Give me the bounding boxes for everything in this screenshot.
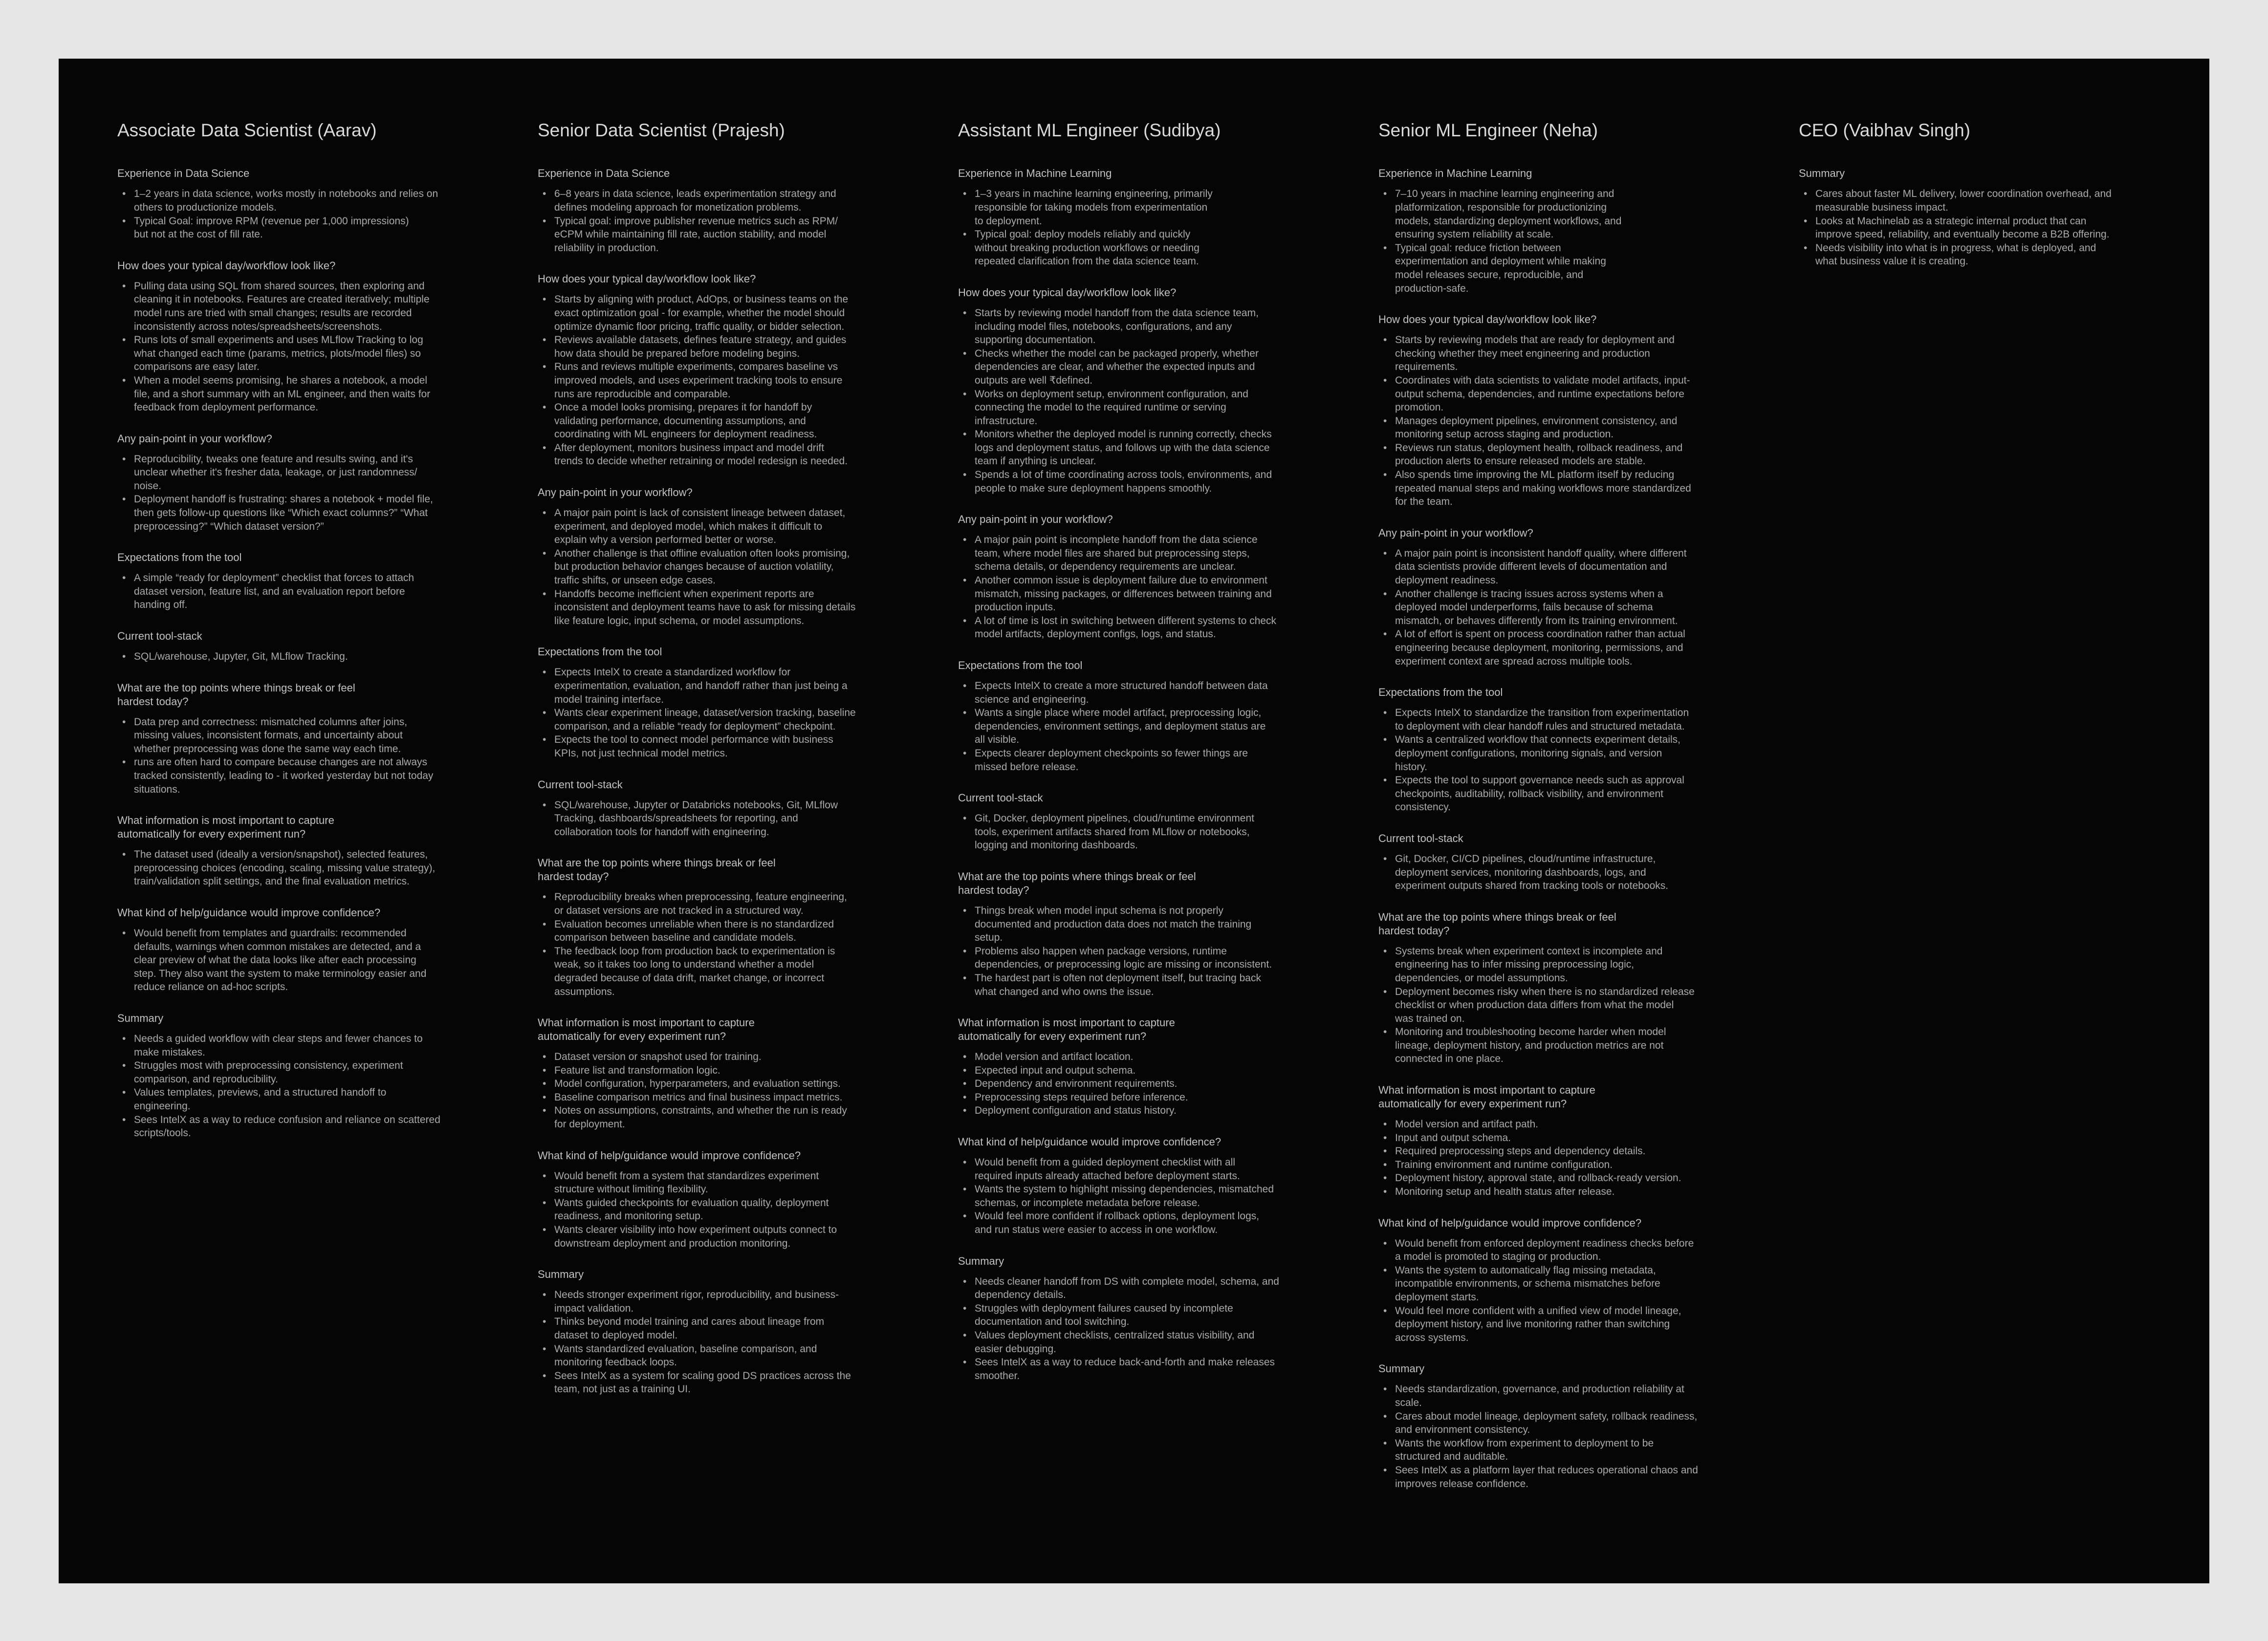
list-item: • Sees IntelX as a way to reduce confusion and reliance on scattered scripts/tools.: [134, 1113, 489, 1140]
list-item: • Wants guided checkpoints for evaluation quality, deployment readiness, and monitoring setup.: [554, 1196, 909, 1223]
list-item: • Another challenge is tracing issues across systems when a deployed model underperforms, fails because of schema mismatch, or behaves differently from its training environment.: [1395, 587, 1750, 628]
list-item: • Pulling data using SQL from shared sources, then exploring and cleaning it in notebooks. Features are created iteratively; multiple model runs are tried with small changes; results are recorded inconsistently across notes/spreadsheets/screenshots.: [134, 280, 489, 333]
section-heading: Current tool-stack: [117, 630, 202, 643]
persona-section: [117, 906, 489, 994]
section-list: [117, 650, 489, 664]
list-item: • Reviews run status, deployment health, rollback readiness, and production alerts to ensure released models are stable.: [1395, 441, 1750, 468]
section-list: [538, 890, 909, 998]
list-item: • Reproducibility, tweaks one feature and results swing, and it's unclear whether it's fresher data, leakage, or just randomness/ noise.: [134, 453, 489, 493]
section-heading: Experience in Data Science: [117, 167, 250, 180]
list-item: • Wants standardized evaluation, baseline comparison, and monitoring feedback loops.: [554, 1342, 909, 1369]
list-item: • Struggles most with preprocessing consistency, experiment comparison, and reproducibility.: [134, 1059, 489, 1086]
section-list: [958, 1050, 1330, 1118]
list-item: • Git, Docker, CI/CD pipelines, cloud/runtime infrastructure, deployment services, monitoring dashboards, logs, and experiment outputs shared from tracking tools or notebooks.: [1395, 852, 1750, 893]
list-item: • Runs and reviews multiple experiments, compares baseline vs improved models, and uses experiment tracking tools to ensure runs are reproducible and comparable.: [554, 360, 909, 401]
section-heading: What kind of help/guidance would improve confidence?: [538, 1149, 801, 1162]
list-item: • Cares about faster ML delivery, lower coordination overhead, and measurable business impact.: [1815, 187, 2170, 214]
section-list: [117, 280, 489, 414]
list-item: • Wants the system to highlight missing dependencies, mismatched schemas, or incomplete metadata before release.: [975, 1183, 1330, 1209]
section-list: [117, 848, 489, 888]
list-item: • Needs visibility into what is in progress, what is deployed, and what business value it is creating.: [1815, 241, 2170, 268]
persona-section: [538, 167, 909, 255]
section-list: [117, 1032, 489, 1140]
section-list: [958, 1156, 1330, 1237]
persona-section: [1378, 832, 1750, 893]
list-item: • Would benefit from a system that standardizes experiment structure without limiting flexibility.: [554, 1169, 909, 1196]
list-item: • Dependency and environment requirements.: [975, 1077, 1330, 1091]
section-heading: Any pain-point in your workflow?: [1378, 526, 1533, 539]
section-heading: What information is most important to capture automatically for every experiment run?: [958, 1016, 1175, 1043]
section-list: [1378, 1237, 1750, 1345]
persona-section: [958, 286, 1330, 495]
section-heading: Expectations from the tool: [117, 551, 242, 564]
section-heading: Current tool-stack: [1378, 832, 1463, 844]
persona-section: [117, 551, 489, 612]
list-item: • A lot of effort is spent on process coordination rather than actual engineering because deployment, monitoring, permissions, and experiment context are spread across multiple tools.: [1395, 627, 1750, 668]
section-list: [538, 799, 909, 839]
list-item: • Needs a guided workflow with clear steps and fewer chances to make mistakes.: [134, 1032, 489, 1059]
list-item: • Sees IntelX as a way to reduce back-and-forth and make releases smoother.: [975, 1356, 1330, 1382]
list-item: • Notes on assumptions, constraints, and whether the run is ready for deployment.: [554, 1104, 909, 1131]
section-heading: What information is most important to capture automatically for every experiment run?: [538, 1016, 755, 1043]
section-heading: Any pain-point in your workflow?: [958, 513, 1113, 526]
section-list: [958, 904, 1330, 998]
list-item: • Expects IntelX to create a more structured handoff between data science and engineering.: [975, 679, 1330, 706]
list-item: • runs are often hard to compare because changes are not always tracked consistently, leading to - it worked yesterday but not today situations.: [134, 756, 489, 796]
section-list: [117, 571, 489, 612]
section-list: [538, 1050, 909, 1131]
section-heading: How does your typical day/workflow look like?: [1378, 313, 1597, 326]
list-item: • Evaluation becomes unreliable when there is no standardized comparison between baseline and candidate models.: [554, 918, 909, 945]
list-item: • Wants clear experiment lineage, dataset/version tracking, baseline comparison, and a reliable “ready for deployment” checkpoint.: [554, 706, 909, 733]
list-item: • 1–3 years in machine learning engineering, primarily responsible for taking models from experimentation to deployment.: [975, 187, 1330, 228]
persona-section: [117, 1012, 489, 1140]
list-item: • Monitors whether the deployed model is running correctly, checks logs and deployment status, and follows up with the data science team if anything is unclear.: [975, 428, 1330, 468]
list-item: • The hardest part is often not deployment itself, but tracing back what changed and who owns the issue.: [975, 972, 1330, 998]
section-list: [1378, 1382, 1750, 1490]
list-item: • Typical Goal: improve RPM (revenue per 1,000 impressions) but not at the cost of fill rate.: [134, 215, 489, 241]
section-heading: Summary: [538, 1268, 584, 1281]
section-heading: Experience in Machine Learning: [1378, 167, 1532, 180]
list-item: • Monitoring and troubleshooting become harder when model lineage, deployment history, and production metrics are not connected in one place.: [1395, 1025, 1750, 1066]
section-list: [117, 187, 489, 241]
persona-section: [1378, 1362, 1750, 1490]
persona-section: [958, 1254, 1330, 1383]
section-list: [1378, 852, 1750, 893]
list-item: • Expects clearer deployment checkpoints so fewer things are missed before release.: [975, 747, 1330, 774]
list-item: • Needs standardization, governance, and production reliability at scale.: [1395, 1382, 1750, 1409]
persona-section: [958, 791, 1330, 852]
list-item: • Deployment configuration and status history.: [975, 1104, 1330, 1118]
list-item: • Sees IntelX as a platform layer that reduces operational chaos and improves release confidence.: [1395, 1464, 1750, 1490]
section-heading: Any pain-point in your workflow?: [117, 432, 272, 445]
list-item: • The dataset used (ideally a version/snapshot), selected features, preprocessing choices (encoding, scaling, missing value strategy), train/validation split settings, and the final evaluation metrics.: [134, 848, 489, 888]
list-item: • Wants a single place where model artifact, preprocessing logic, dependencies, environment settings, and deployment status are all visible.: [975, 706, 1330, 747]
list-item: • Starts by reviewing models that are ready for deployment and checking whether they meet engineering and production requirements.: [1395, 333, 1750, 374]
list-item: • Coordinates with data scientists to validate model artifacts, input- output schema, dependencies, and runtime expectations before promotion.: [1395, 374, 1750, 414]
list-item: • Model version and artifact location.: [975, 1050, 1330, 1064]
section-heading: Experience in Data Science: [538, 167, 670, 180]
section-list: [958, 1275, 1330, 1383]
section-list: [1378, 1118, 1750, 1199]
list-item: • Input and output schema.: [1395, 1131, 1750, 1145]
persona-section: [1799, 167, 2170, 268]
persona-section: [538, 1016, 909, 1131]
section-list: [958, 533, 1330, 641]
section-list: [1799, 187, 2170, 268]
list-item: • Reviews available datasets, defines feature strategy, and guides how data should be prepared before modeling begins.: [554, 333, 909, 360]
section-heading: What information is most important to capture automatically for every experiment run?: [1378, 1084, 1595, 1110]
persona-section: [117, 259, 489, 414]
persona-column-assistant-ml-engineer: [958, 120, 1330, 1400]
persona-section: [958, 167, 1330, 268]
section-list: [117, 715, 489, 797]
persona-section: [117, 167, 489, 241]
section-list: [538, 1169, 909, 1251]
list-item: • A simple “ready for deployment” checklist that forces to attach dataset version, feature list, and an evaluation report before handing off.: [134, 571, 489, 612]
section-list: [538, 1288, 909, 1396]
list-item: • 1–2 years in data science, works mostly in notebooks and relies on others to productionize models.: [134, 187, 489, 214]
list-item: • Training environment and runtime configuration.: [1395, 1158, 1750, 1172]
section-list: [538, 666, 909, 760]
list-item: • Baseline comparison metrics and final business impact metrics.: [554, 1091, 909, 1104]
list-item: • 7–10 years in machine learning engineering and platformization, responsible for productionizing models, standardizing deployment workflows, and ensuring system reliability at scale.: [1395, 187, 1750, 241]
list-item: • Wants clearer visibility into how experiment outputs connect to downstream deployment and production monitoring.: [554, 1223, 909, 1250]
section-heading: Experience in Machine Learning: [958, 167, 1112, 180]
persona-section: [1378, 313, 1750, 509]
section-list: [538, 506, 909, 627]
list-item: • Expects IntelX to standardize the transition from experimentation to deployment with clear handoff rules and structured metadata.: [1395, 706, 1750, 733]
list-item: • Deployment history, approval state, and rollback-ready version.: [1395, 1171, 1750, 1185]
list-item: • Monitoring setup and health status after release.: [1395, 1185, 1750, 1199]
list-item: • Would feel more confident with a unified view of model lineage, deployment history, and live monitoring rather than switching across systems.: [1395, 1304, 1750, 1345]
list-item: • Wants a centralized workflow that connects experiment details, deployment configurations, monitoring signals, and version history.: [1395, 733, 1750, 774]
list-item: • Git, Docker, deployment pipelines, cloud/runtime environment tools, experiment artifacts shared from MLflow or notebooks, logging and monitoring dashboards.: [975, 812, 1330, 852]
section-heading: What are the top points where things break or feel hardest today?: [538, 857, 776, 883]
section-heading: Expectations from the tool: [1378, 686, 1503, 699]
persona-section: [958, 1135, 1330, 1237]
persona-section: [538, 1268, 909, 1396]
list-item: • Runs lots of small experiments and uses MLflow Tracking to log what changed each time (params, metrics, plots/model files) so comparisons are easy later.: [134, 333, 489, 374]
section-heading: What kind of help/guidance would improve confidence?: [958, 1136, 1221, 1148]
list-item: • After deployment, monitors business impact and model drift trends to decide whether retraining or model redesign is needed.: [554, 441, 909, 468]
list-item: • Typical goal: reduce friction between experimentation and deployment while making model releases secure, reproducible, and production-safe.: [1395, 241, 1750, 295]
persona-section: [538, 778, 909, 839]
list-item: • Checks whether the model can be packaged properly, whether dependencies are clear, and whether the expected inputs and outputs are well ₹defined.: [975, 347, 1330, 388]
list-item: • Needs stronger experiment rigor, reproducibility, and business- impact validation.: [554, 1288, 909, 1315]
list-item: • Cares about model lineage, deployment safety, rollback readiness, and environment consistency.: [1395, 1410, 1750, 1437]
list-item: • Looks at Machinelab as a strategic internal product that can improve speed, reliability, and eventually become a B2B offering.: [1815, 215, 2170, 241]
section-heading: What are the top points where things break or feel hardest today?: [1378, 910, 1616, 937]
persona-section: [958, 659, 1330, 774]
list-item: • Once a model looks promising, prepares it for handoff by validating performance, documenting assumptions, and coordinating with ML engineers for deployment readiness.: [554, 401, 909, 441]
list-item: • Values templates, previews, and a structured handoff to engineering.: [134, 1086, 489, 1113]
persona-section: [538, 486, 909, 627]
persona-section: [1378, 1216, 1750, 1345]
list-item: • 6–8 years in data science, leads experimentation strategy and defines modeling approach for monetization problems.: [554, 187, 909, 214]
list-item: • Deployment becomes risky when there is no standardized release checklist or when production data differs from what the model was trained on.: [1395, 985, 1750, 1026]
persona-section: [1378, 526, 1750, 668]
persona-column-senior-ml-engineer: [1378, 120, 1750, 1508]
persona-column-senior-data-scientist: [538, 120, 909, 1414]
section-list: [958, 306, 1330, 495]
list-item: • Sees IntelX as a system for scaling good DS practices across the team, not just as a training UI.: [554, 1369, 909, 1396]
list-item: • Expects IntelX to create a standardized workflow for experimentation, evaluation, and handoff rather than just being a model training interface.: [554, 666, 909, 706]
list-item: • Data prep and correctness: mismatched columns after joins, missing values, inconsistent formats, and uncertainty about whether preprocessing was done the same way each time.: [134, 715, 489, 756]
persona-section: [117, 432, 489, 534]
list-item: • SQL/warehouse, Jupyter, Git, MLflow Tracking.: [134, 650, 489, 664]
section-heading: Summary: [958, 1254, 1004, 1267]
persona-title: Assistant ML Engineer (Sudibya): [958, 120, 1221, 140]
persona-section: [117, 814, 489, 888]
persona-column-associate-data-scientist: [117, 120, 489, 1158]
persona-column-ceo: [1799, 120, 2170, 286]
list-item: • Another common issue is deployment failure due to environment mismatch, missing packages, or differences between training and production inputs.: [975, 574, 1330, 614]
list-item: • Starts by aligning with product, AdOps, or business teams on the exact optimization goal - for example, whether the model should optimize dynamic floor pricing, traffic quality, or bidder selection.: [554, 293, 909, 333]
list-item: • Wants the system to automatically flag missing metadata, incompatible environments, or schema mismatches before deployment starts.: [1395, 1264, 1750, 1304]
section-heading: Expectations from the tool: [538, 646, 662, 658]
list-item: • A lot of time is lost in switching between different systems to check model artifacts, deployment configs, logs, and status.: [975, 614, 1330, 641]
list-item: • Spends a lot of time coordinating across tools, environments, and people to make sure deployment happens smoothly.: [975, 468, 1330, 495]
persona-section: [1378, 167, 1750, 295]
persona-section: [538, 645, 909, 760]
list-item: • Preprocessing steps required before inference.: [975, 1091, 1330, 1104]
section-heading: Current tool-stack: [538, 778, 623, 791]
section-list: [958, 679, 1330, 774]
section-list: [1378, 945, 1750, 1066]
persona-title: CEO (Vaibhav Singh): [1799, 120, 1970, 140]
section-list: [1378, 547, 1750, 668]
section-heading: What are the top points where things break or feel hardest today?: [958, 870, 1196, 896]
section-heading: Expectations from the tool: [958, 659, 1083, 672]
list-item: • Things break when model input schema is not properly documented and production data does not match the training setup.: [975, 904, 1330, 945]
list-item: • Deployment handoff is frustrating: shares a notebook + model file, then gets follow-up questions like “Which exact columns?” “What preprocessing?” “Which dataset version?”: [134, 493, 489, 533]
section-list: [958, 187, 1330, 268]
list-item: • SQL/warehouse, Jupyter or Databricks notebooks, Git, MLflow Tracking, dashboards/spreadsheets for reporting, and collaboration tools for handoff with engineering.: [554, 799, 909, 839]
section-heading: How does your typical day/workflow look like?: [958, 286, 1177, 299]
section-heading: Summary: [1378, 1362, 1425, 1375]
list-item: • Works on deployment setup, environment configuration, and connecting the model to the required runtime or serving infrastructure.: [975, 388, 1330, 428]
persona-section: [117, 681, 489, 797]
list-item: • Reproducibility breaks when preprocessing, feature engineering, or dataset versions are not tracked in a structured way.: [554, 890, 909, 917]
persona-title: Associate Data Scientist (Aarav): [117, 120, 377, 140]
section-list: [117, 927, 489, 994]
list-item: • Would benefit from enforced deployment readiness checks before a model is promoted to staging or production.: [1395, 1237, 1750, 1264]
list-item: • Struggles with deployment failures caused by incomplete documentation and tool switching.: [975, 1302, 1330, 1329]
section-list: [117, 453, 489, 534]
persona-section: [1378, 1083, 1750, 1199]
list-item: • Systems break when experiment context is incomplete and engineering has to infer missing preprocessing logic, dependencies, or model assumptions.: [1395, 945, 1750, 985]
list-item: • Wants the workflow from experiment to deployment to be structured and auditable.: [1395, 1437, 1750, 1464]
list-item: • The feedback loop from production back to experimentation is weak, so it takes too long to understand whether a model degraded because of data drift, market change, or incorrect assumptions.: [554, 945, 909, 998]
persona-section: [958, 870, 1330, 998]
list-item: • Model version and artifact path.: [1395, 1118, 1750, 1131]
list-item: • Handoffs become inefficient when experiment reports are inconsistent and deployment teams have to ask for missing details like feature logic, input schema, or model assumptions.: [554, 587, 909, 628]
list-item: • Expected input and output schema.: [975, 1064, 1330, 1078]
section-list: [538, 293, 909, 468]
list-item: • Dataset version or snapshot used for training.: [554, 1050, 909, 1064]
list-item: • A major pain point is incomplete handoff from the data science team, where model files are shared but preprocessing steps, schema details, or dependency requirements are unclear.: [975, 533, 1330, 574]
list-item: • A major pain point is lack of consistent lineage between dataset, experiment, and deployed model, which makes it difficult to explain why a version performed better or worse.: [554, 506, 909, 547]
list-item: • Required preprocessing steps and dependency details.: [1395, 1144, 1750, 1158]
list-item: • Needs cleaner handoff from DS with complete model, schema, and dependency details.: [975, 1275, 1330, 1302]
persona-section: [1378, 910, 1750, 1066]
list-item: • Would benefit from a guided deployment checklist with all required inputs already attached before deployment starts.: [975, 1156, 1330, 1183]
persona-section: [958, 1016, 1330, 1118]
list-item: • Expects the tool to support governance needs such as approval checkpoints, auditability, rollback visibility, and environment consistency.: [1395, 774, 1750, 814]
section-heading: How does your typical day/workflow look like?: [538, 273, 756, 285]
section-list: [958, 812, 1330, 852]
list-item: • Expects the tool to connect model performance with business KPIs, not just technical model metrics.: [554, 733, 909, 760]
list-item: • Manages deployment pipelines, environment consistency, and monitoring setup across staging and production.: [1395, 414, 1750, 441]
list-item: • Another challenge is that offline evaluation often looks promising, but production behavior changes because of auction volatility, traffic shifts, or unseen edge cases.: [554, 547, 909, 587]
list-item: • Starts by reviewing model handoff from the data science team, including model files, notebooks, configurations, and any supporting documentation.: [975, 306, 1330, 347]
persona-section: [117, 629, 489, 664]
section-heading: What information is most important to capture automatically for every experiment run?: [117, 814, 334, 841]
section-list: [538, 187, 909, 255]
section-heading: How does your typical day/workflow look like?: [117, 259, 336, 272]
section-heading: Summary: [117, 1012, 164, 1024]
section-list: [1378, 333, 1750, 509]
persona-section: [958, 513, 1330, 641]
persona-section: [538, 1149, 909, 1251]
section-heading: What are the top points where things break or feel hardest today?: [117, 681, 355, 708]
list-item: • Values deployment checklists, centralized status visibility, and easier debugging.: [975, 1329, 1330, 1356]
list-item: • Feature list and transformation logic.: [554, 1064, 909, 1078]
persona-title: Senior ML Engineer (Neha): [1378, 120, 1598, 140]
persona-board: [59, 59, 2209, 1583]
section-list: [1378, 187, 1750, 295]
list-item: • When a model seems promising, he shares a notebook, a model file, and a short summary with an ML engineer, and then waits for feedback from deployment performance.: [134, 374, 489, 414]
persona-section: [538, 856, 909, 998]
section-heading: Current tool-stack: [958, 792, 1043, 804]
list-item: • Would feel more confident if rollback options, deployment logs, and run status were easier to access in one workflow.: [975, 1209, 1330, 1236]
list-item: • A major pain point is inconsistent handoff quality, where different data scientists provide different levels of documentation and deployment readiness.: [1395, 547, 1750, 587]
section-heading: Any pain-point in your workflow?: [538, 486, 693, 499]
list-item: • Problems also happen when package versions, runtime dependencies, or preprocessing logic are missing or inconsistent.: [975, 945, 1330, 972]
persona-section: [538, 272, 909, 468]
list-item: • Would benefit from templates and guardrails: recommended defaults, warnings when common mistakes are detected, and a clear preview of what the data looks like after each processing step. They also want the system to make terminology easier and reduce reliance on ad-hoc scripts.: [134, 927, 489, 994]
persona-title: Senior Data Scientist (Prajesh): [538, 120, 785, 140]
persona-section: [1378, 686, 1750, 814]
section-heading: What kind of help/guidance would improve confidence?: [1378, 1216, 1642, 1229]
section-heading: What kind of help/guidance would improve confidence?: [117, 906, 381, 919]
list-item: • Typical goal: deploy models reliably and quickly without breaking production workflows or needing repeated clarification from the data science team.: [975, 228, 1330, 268]
section-heading: Summary: [1799, 167, 1845, 180]
section-list: [1378, 706, 1750, 814]
list-item: • Model configuration, hyperparameters, and evaluation settings.: [554, 1077, 909, 1091]
list-item: • Typical goal: improve publisher revenue metrics such as RPM/ eCPM while maintaining fill rate, auction stability, and model reliability in production.: [554, 215, 909, 255]
list-item: • Also spends time improving the ML platform itself by reducing repeated manual steps and making workflows more standardized for the team.: [1395, 468, 1750, 509]
list-item: • Thinks beyond model training and cares about lineage from dataset to deployed model.: [554, 1315, 909, 1342]
